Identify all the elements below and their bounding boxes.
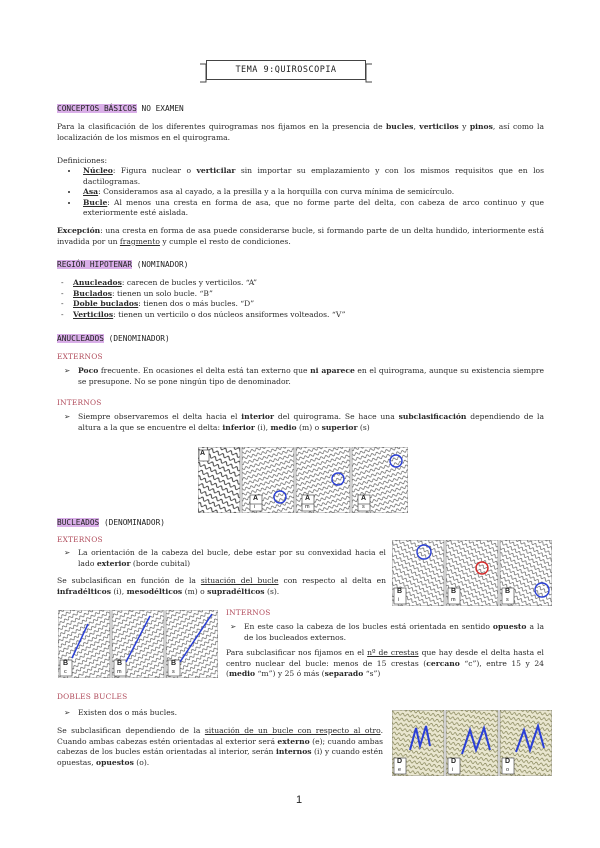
fig-label: D [451, 758, 457, 765]
anucleados-heading: ANUCLEADOS (DENOMINADOR) [57, 334, 170, 343]
fig-label: B [397, 588, 403, 595]
dobles-label: DOBLES BUCLES [57, 692, 128, 701]
anucleados-internos-label: INTERNOS [57, 398, 102, 407]
excepcion-paragraph: Excepción: una cresta en forma de asa puede considerarse bucle, si formando parte de un delta hundido, interiormente está invadida por un fragmento y cumple el resto de condiciones. [57, 226, 544, 246]
fig-sublabel: o [506, 767, 510, 773]
dobles-bullet: ➢ Existen dos o más bucles. [64, 708, 178, 717]
hipotenar-list [57, 278, 517, 320]
fig-sublabel: i [398, 597, 400, 603]
bucleados-internos-figure [58, 610, 218, 678]
arrow-bullet-icon: ➢ [230, 622, 237, 631]
fig-sublabel: s [362, 504, 365, 510]
bucleados-internos-label: INTERNOS [226, 608, 271, 617]
fig-sublabel: m [305, 504, 310, 510]
arrow-bullet-icon: ➢ [64, 366, 71, 375]
anucleados-figure [198, 447, 408, 513]
list-item: - Anucleados: carecen de bucles y verticilos. “A” [57, 278, 517, 289]
fig-sublabel: m [451, 597, 456, 603]
fig-sublabel: e [398, 767, 402, 773]
fig-sublabel: s [172, 669, 175, 675]
fig-label: A [253, 495, 259, 502]
fig-label: B [117, 660, 123, 667]
conceptos-heading: CONCEPTOS BÁSICOS NO EXAMEN [57, 104, 184, 113]
bucleados-internos-subclasificacion: Para subclasificar nos fijamos en el nº de crestas que hay desde el delta hasta el centro nuclear del bucle: menos de 15 crestas (cercano “c”), entre 15 y 24 (medio “m”) y 25 ó más (separado “s”) [226, 648, 545, 678]
list-item: - Verticilos: tienen un verticilo o dos núcleos ansiformes volteados. “V” [57, 310, 517, 321]
arrow-bullet-icon: ➢ [64, 548, 71, 557]
arrow-bullet-icon: ➢ [64, 412, 71, 421]
fig-sublabel: i [254, 504, 256, 510]
arrow-bullet-icon: ➢ [64, 708, 71, 717]
page-number: 1 [296, 794, 303, 806]
fig-sublabel: c [64, 669, 67, 675]
fig-sublabel: m [117, 669, 122, 675]
bucleados-heading: BUCLEADOS (DENOMINADOR) [57, 518, 165, 527]
definiciones-list: • Núcleo: Figura nuclear o verticilar sin importar su emplazamiento y con los mismos requisitos que en los dactilogramas. • Asa: Consideramos asa al cayado, a la presilla y a la horquilla con curva mínima de semicírculo. • Bucle: Al menos una cresta en forma de asa, que no forme parte del delta, con cabeza de arco continuo y que exteriormente esté aislada. [57, 166, 544, 219]
fig-label: A [200, 450, 206, 457]
anucleados-externos-label: EXTERNOS [57, 352, 103, 361]
page-title: TEMA 9:QUIROSCOPIA [206, 60, 366, 80]
anucleados-internos-text: ➢ Siempre observaremos el delta hacia el interior del quirograma. Se hace una subclasificación dependiendo de la altura a la que se encuentre el delta: inferior (i), medio (m) o superior (s) [64, 412, 544, 432]
dobles-figure [392, 710, 552, 776]
hipotenar-heading: REGIÓN HIPOTENAR (NOMINADOR) [57, 260, 189, 269]
bucleados-subclasificacion: Se subclasifican en función de la situación del bucle con respecto al delta en infradélticos (i), mesodélticos (m) o supradélticos (s). [57, 576, 386, 596]
fig-label: D [397, 758, 403, 765]
bucleados-externos-label: EXTERNOS [57, 535, 103, 544]
title-banner [206, 60, 366, 82]
list-item: - Buclados: tienen un solo bucle. “B” [57, 289, 517, 300]
bucleados-externos-text: ➢ La orientación de la cabeza del bucle, debe estar por su convexidad hacia el lado exterior (borde cubital) [64, 548, 386, 568]
dobles-paragraph: Se subclasifican dependiendo de la situación de un bucle con respecto al otro. Cuando ambas cabezas estén orientadas al exterior será externo (e); cuando ambas cabezas de los bucles están orientadas al interior, serán internos (i) y cuando estén opuestas, opuestos (o). [57, 726, 383, 767]
fig-label: B [451, 588, 457, 595]
bucleados-internos-text: ➢ En este caso la cabeza de los bucles está orientada en sentido opuesto a la de los bucleados externos. [230, 622, 544, 642]
fig-sublabel: i [452, 767, 454, 773]
fig-label: B [171, 660, 177, 667]
definiciones-label: Definiciones: [57, 156, 108, 165]
anucleados-externos-text: ➢ Poco frecuente. En ocasiones el delta está tan externo que ni aparece en el quirograma, aunque su existencia siempre se presupone. No se pone ningún tipo de denominador. [64, 366, 544, 386]
fig-label: A [361, 495, 367, 502]
list-item: - Doble buclados: tienen dos o más bucles. “D” [57, 299, 517, 310]
bucleados-externos-figure [392, 540, 552, 606]
conceptos-intro: Para la clasificación de los diferentes quirogramas nos fijamos en la presencia de bucles, verticilos y pinos, así como la localización de los mismos en el quirograma. [57, 122, 544, 142]
fig-label: B [505, 588, 511, 595]
fig-label: B [63, 660, 69, 667]
fig-sublabel: s [506, 597, 509, 603]
fig-label: A [305, 495, 311, 502]
fig-label: D [505, 758, 511, 765]
